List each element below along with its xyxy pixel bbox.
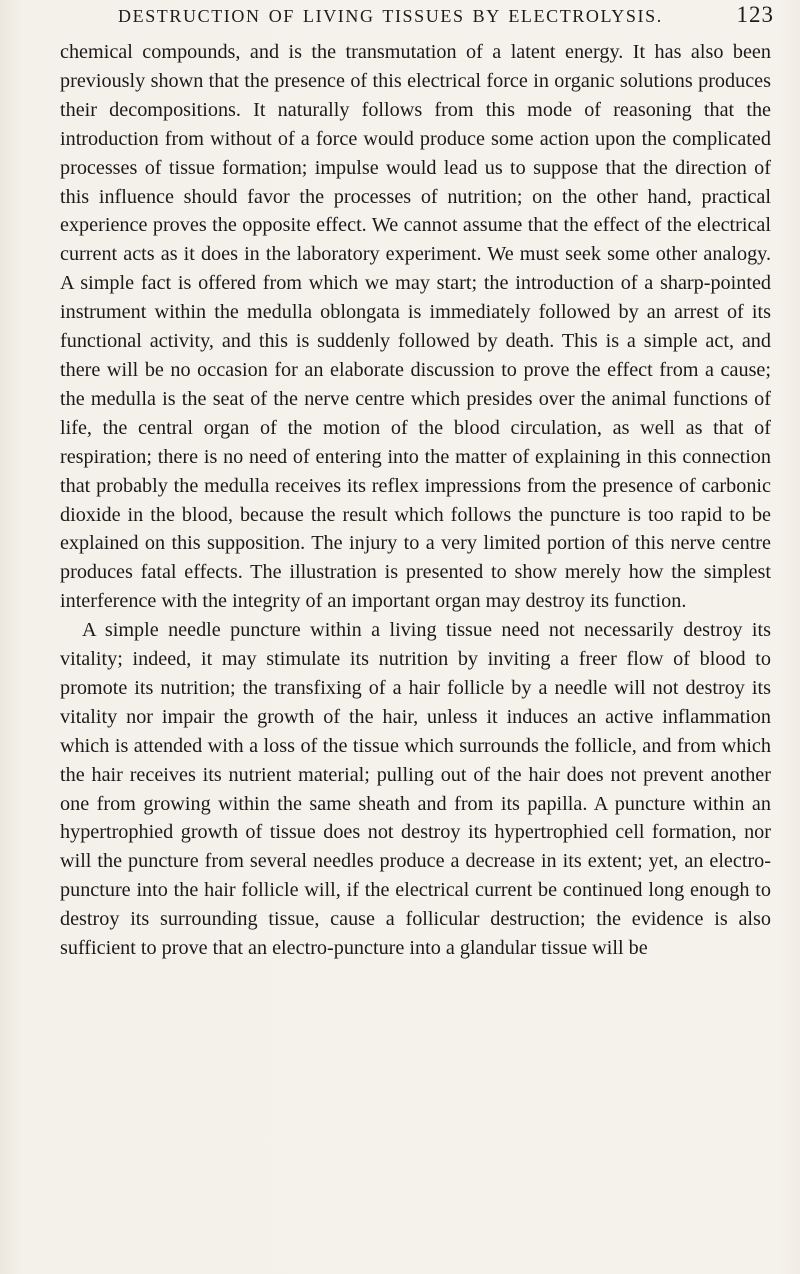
body-text <box>60 38 771 963</box>
paragraph-2: A simple needle puncture within a living tissue need not necessarily destroy its vitality; indeed, it may stimulate its nutrition by inviting a freer flow of blood to promote its nutrition; the transfixing of a hair follicle by a needle will not destroy its vitality nor impair the growth of the hair, unless it induces an active inflammation which is attended with a loss of the tissue which surrounds the follicle, and from which the hair receives its nutrient material; pulling out of the hair does not prevent another one from growing within the same sheath and from its papilla. A puncture within an hypertrophied growth of tissue does not destroy its hypertrophied cell formation, nor will the puncture from several needles produce a decrease in its extent; yet, an electro-puncture into the hair follicle will, if the electrical current be continued long enough to destroy its surrounding tissue, cause a follicular destruction; the evidence is also sufficient to prove that an electro-puncture into a glandular tissue will be <box>60 619 771 960</box>
running-title: DESTRUCTION OF LIVING TISSUES BY ELECTROLYSIS. <box>118 6 663 26</box>
page-number: 123 <box>736 2 774 27</box>
paragraph-1: chemical compounds, and is the transmutation of a latent energy. It has also been previously shown that the presence of this electrical force in organic solutions produces their decompositions. It naturally follows from this mode of reasoning that the introduction from without of a force would produce some action upon the complicated processes of tissue formation; impulse would lead us to suppose that the direction of this influence should favor the processes of nutrition; on the other hand, practical experience proves the opposite effect. We cannot assume that the effect of the electrical current acts as it does in the laboratory experiment. We must seek some other analogy. A simple fact is offered from which we may start; the introduction of a sharp-pointed instrument within the medulla oblongata is immediately followed by an arrest of its functional activity, and this is suddenly followed by death. This is a simple act, and there will be no occasion for an elaborate discussion to prove the effect from a cause; the medulla is the seat of the nerve centre which presides over the animal functions of life, the central organ of the motion of the blood circulation, as well as that of respiration; there is no need of entering into the matter of explaining in this connection that probably the medulla receives its reflex impressions from the presence of carbonic dioxide in the blood, because the result which follows the puncture is too rapid to be explained on this supposition. The injury to a very limited portion of this nerve centre produces fatal effects. The illustration is presented to show merely how the simplest interference with the integrity of an important organ may destroy its function. <box>60 41 771 613</box>
running-head <box>60 2 780 32</box>
